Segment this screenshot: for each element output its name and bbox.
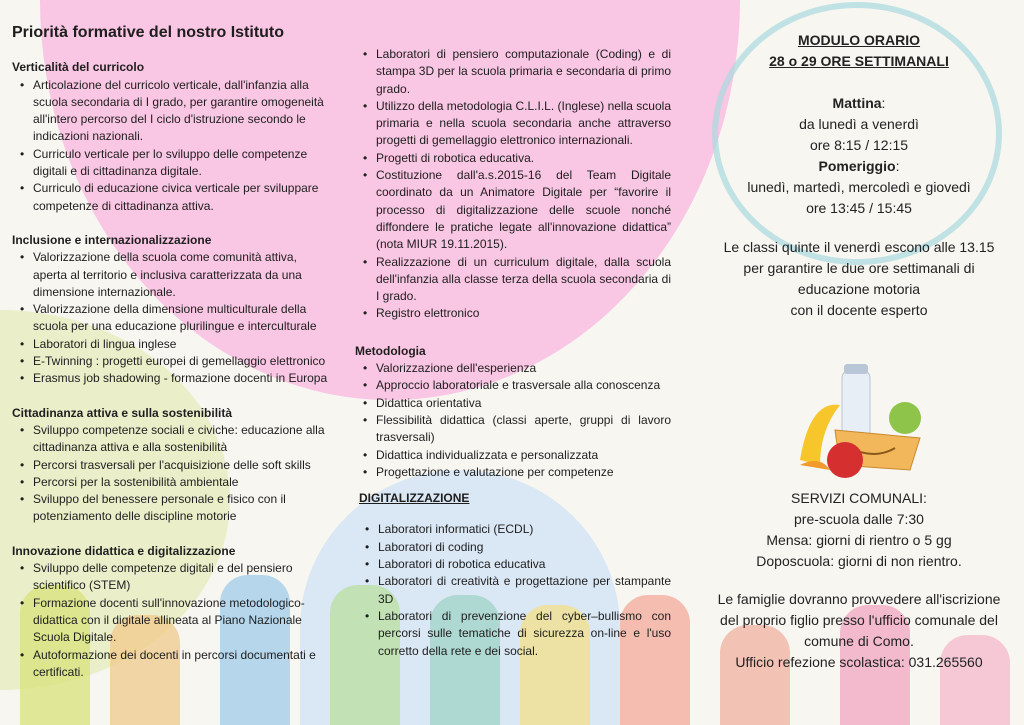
list-item: • Costituzione dall'a.s.2015-16 del Team Digitale coordinato da un Animatore Digitale per “favorire il processo di digitalizzazione delle scuole nonché diffondere le pratiche legate all'innovazione didattica” (nota MIUR 19.11.2015). bbox=[376, 167, 671, 253]
schedule-hours-total: 28 o 29 ORE SETTIMANALI bbox=[769, 53, 949, 69]
list-item: • Valorizzazione dell'esperienza bbox=[376, 360, 671, 377]
section-heading: Innovazione didattica e digitalizzazione bbox=[12, 543, 236, 558]
list-item: • Laboratori di creatività e progettazione per stampante 3D bbox=[378, 573, 671, 608]
families-note: Le famiglie dovranno provvedere all'iscrizione del proprio figlio presso l'ufficio comunale del comune di Como. Ufficio refezione scolastica: 031.265560 bbox=[717, 591, 1001, 670]
morning-hours: ore 8:15 / 12:15 bbox=[809, 137, 909, 153]
list-item: • Valorizzazione della scuola come comunità attiva, aperta al territorio e inclusiva caratterizzata da una dimensione internazionale. bbox=[33, 249, 332, 301]
services-block bbox=[700, 488, 1018, 673]
morning-label: Mattina bbox=[832, 95, 882, 111]
afternoon-days: lunedì, martedì, mercoledì e giovedì bbox=[747, 179, 971, 195]
list-item: • E-Twinning : progetti europei di gemellaggio elettronico bbox=[33, 353, 332, 370]
morning-days: da lunedì a venerdì bbox=[799, 116, 919, 132]
friday-note: Le classi quinte il venerdì escono alle 13.15 per garantire le due ore settimanali di educazione motoria con il docente esperto bbox=[723, 239, 995, 318]
section-list bbox=[12, 77, 332, 215]
section-list bbox=[12, 249, 332, 387]
lunch-illustration-icon bbox=[780, 360, 930, 480]
list-item: • Autoformazione dei docenti in percorsi documentati e certificati. bbox=[33, 647, 332, 682]
list-item: • Laboratori di coding bbox=[378, 539, 671, 556]
list-item: • Progettazione e valutazione per competenze bbox=[376, 464, 671, 481]
list-item: • Realizzazione di un curriculum digitale, dalla scuola dell'infanzia alla classe terza della scuola secondaria di I grado. bbox=[376, 254, 671, 306]
schedule-block: MODULO ORARIO 28 o 29 ORE SETTIMANALI Mattina: da lunedì a venerdì ore 8:15 / 12:15 Pomeriggio: lunedì, martedì, mercoledì e giovedì ore 13:45 / 15:45 Le classi quinte il venerdì escono alle 13.15 per garantire le due ore settimanali di educazione motoria con il docente esperto bbox=[700, 30, 1018, 321]
list-item: • Laboratori di prevenzione del cyber–bullismo con percorsi sulle tematiche di sicurezza on-line e l'uso corretto della rete e dei social. bbox=[378, 608, 671, 660]
list-item: • Didattica orientativa bbox=[376, 395, 671, 412]
list-item: • Laboratori di lingua inglese bbox=[33, 336, 332, 353]
canteen: Mensa: giorni di rientro o 5 gg bbox=[766, 532, 952, 548]
list-item: • Sviluppo del benessere personale e fisico con il potenziamento delle discipline motorie bbox=[33, 491, 332, 526]
after-school: Doposcuola: giorni di non rientro. bbox=[756, 553, 962, 569]
list-item: • Erasmus job shadowing - formazione docenti in Europa bbox=[33, 370, 332, 387]
list-item: • Sviluppo competenze sociali e civiche: educazione alla cittadinanza attiva e alla sostenibilità bbox=[33, 422, 332, 457]
section-heading: Inclusione e internazionalizzazione bbox=[12, 232, 212, 247]
list-item: • Laboratori di pensiero computazionale (Coding) e di stampa 3D per la scuola primaria e secondaria di primo grado. bbox=[376, 46, 671, 98]
list-item: • Sviluppo delle competenze digitali e del pensiero scientifico (STEM) bbox=[33, 560, 332, 595]
list-item: • Utilizzo della metodologia C.L.I.L. (Inglese) nella scuola primaria e nella scuola secondaria anche attraverso progetti di gemellaggio elettronico internazionali. bbox=[376, 98, 671, 150]
list-item: • Approccio laboratoriale e trasversale alla conoscenza bbox=[376, 377, 671, 394]
left-column bbox=[12, 24, 332, 681]
list-item: • Didattica individualizzata e personalizzata bbox=[376, 447, 671, 464]
afternoon-label: Pomeriggio bbox=[818, 158, 896, 174]
section-heading: Cittadinanza attiva e sulla sostenibilità bbox=[12, 405, 233, 420]
afternoon-hours: ore 13:45 / 15:45 bbox=[806, 200, 912, 216]
list-item: • Registro elettronico bbox=[376, 305, 671, 322]
list-item: • Formazione docenti sull'innovazione metodologico-didattica con il digitale allineata al Piano Nazionale Scuola Digitale. bbox=[33, 595, 332, 647]
page-title: Priorità formative del nostro Istituto bbox=[12, 24, 285, 41]
metodologia-heading: Metodologia bbox=[355, 343, 426, 358]
list-item: • Percorsi per la sostenibilità ambientale bbox=[33, 474, 332, 491]
pre-school: pre-scuola dalle 7:30 bbox=[794, 511, 924, 527]
list-item: • Flessibilità didattica (classi aperte, gruppi di lavoro trasversali) bbox=[376, 412, 671, 447]
list-item: • Progetti di robotica educativa. bbox=[376, 150, 671, 167]
services-title: SERVIZI COMUNALI: bbox=[791, 490, 927, 506]
section-heading: Verticalità del curricolo bbox=[12, 60, 145, 75]
schedule-title: MODULO ORARIO bbox=[797, 32, 921, 48]
list-item: • Laboratori informatici (ECDL) bbox=[378, 521, 671, 538]
digitalizzazione-heading: DIGITALIZZAZIONE bbox=[359, 491, 470, 506]
list-item: • Curriculo di educazione civica verticale per sviluppare competenze di cittadinanza attiva. bbox=[33, 180, 332, 215]
middle-column bbox=[355, 46, 671, 660]
list-item: • Laboratori di robotica educativa bbox=[378, 556, 671, 573]
section-list bbox=[12, 422, 332, 526]
list-item: • Valorizzazione della dimensione multiculturale della scuola per una educazione plurilingue e interculturale bbox=[33, 301, 332, 336]
list-item: • Curriculo verticale per lo sviluppo delle competenze digitali e di cittadinanza digitale. bbox=[33, 146, 332, 181]
list-item: • Percorsi trasversali per l'acquisizione delle soft skills bbox=[33, 457, 332, 474]
list-item: • Articolazione del curricolo verticale, dall'infanzia alla scuola secondaria di I grado, per garantire omogeneità all'intero percorso del I ciclo d'istruzione secondo le indicazioni nazionali. bbox=[33, 77, 332, 146]
section-list bbox=[12, 560, 332, 681]
